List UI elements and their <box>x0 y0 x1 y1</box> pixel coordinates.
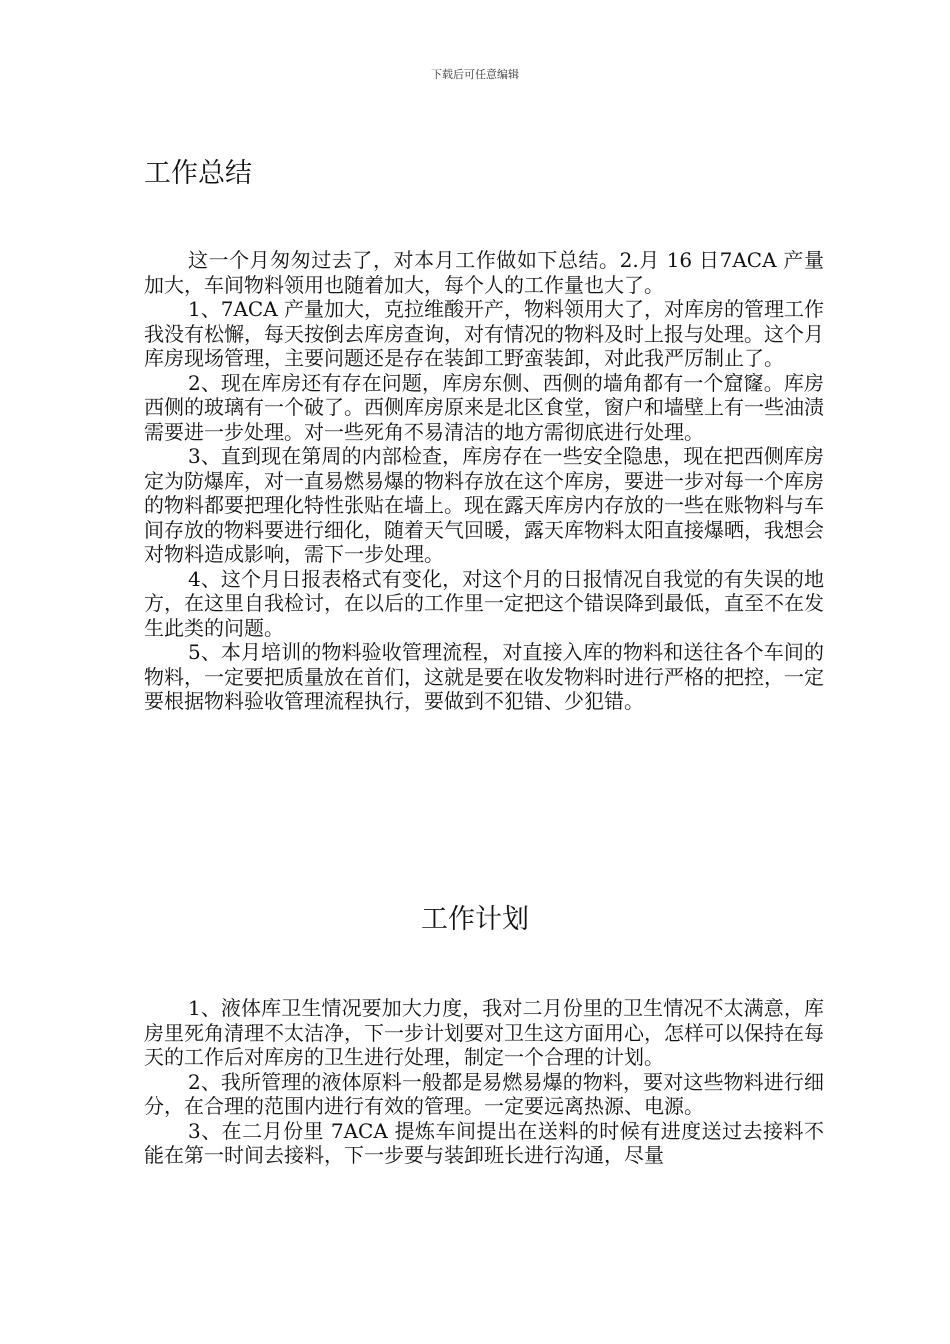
plan-paragraph-3: 3、在二月份里 7ACA 提炼车间提出在送料的时候有进度送过去接料不能在第一时间去接料，下一步要与装卸班长进行沟通，尽量 <box>144 1118 824 1167</box>
summary-paragraph-5: 5、本月培训的物料验收管理流程，对直接入库的物料和送往各个车间的物料，一定要把质量放在首们，这就是要在收发物料时进行严格的把控，一定要根据物料验收管理流程执行，要做到不犯错、少犯错。 <box>144 640 824 713</box>
summary-body <box>144 248 824 714</box>
plan-paragraph-2: 2、我所管理的液体原料一般都是易燃易爆的物料，要对这些物料进行细分，在合理的范围内进行有效的管理。一定要远离热源、电源。 <box>144 1069 824 1118</box>
summary-paragraph-1: 1、7ACA 产量加大，克拉维酸开产，物料领用大了，对库房的管理工作我没有松懈，每天按倒去库房查询，对有情况的物料及时上报与处理。这个月库房现场管理，主要问题还是存在装卸工野蛮装卸，对此我严厉制止了。 <box>144 297 824 370</box>
plan-paragraph-1: 1、液体库卫生情况要加大力度，我对二月份里的卫生情况不太满意，库房里死角清理不太洁净，下一步计划要对卫生这方面用心，怎样可以保持在每天的工作后对库房的卫生进行处理，制定一个合理的计划。 <box>144 996 824 1069</box>
page-header-note: 下载后可任意编辑 <box>431 68 519 81</box>
summary-paragraph-4: 4、这个月日报表格式有变化，对这个月的日报情况自我觉的有失误的地方，在这里自我检讨，在以后的工作里一定把这个错误降到最低，直至不在发生此类的问题。 <box>144 566 824 640</box>
summary-paragraph-3: 3、直到现在第周的内部检查，库房存在一些安全隐患，现在把西侧库房定为防爆库，对一直易燃易爆的物料存放在这个库房，要进一步对每一个库房的物料都要把理化特性张贴在墙上。现在露天库房内存放的一些在账物料与车间存放的物料要进行细化，随着天气回暖，露天库物料太阳直接爆晒，我想会对物料造成影响，需下一步处理。 <box>144 444 824 566</box>
plan-body <box>144 996 824 1168</box>
plan-title: 工作计划 <box>421 904 529 935</box>
summary-paragraph-intro: 这一个月匆匆过去了，对本月工作做如下总结。2.月 16 日7ACA 产量加大，车间物料领用也随着加大，每个人的工作量也大了。 <box>144 248 824 297</box>
summary-paragraph-2: 2、现在库房还有存在问题，库房东侧、西侧的墙角都有一个窟窿。库房西侧的玻璃有一个破了。西侧库房原来是北区食堂，窗户和墙壁上有一些油渍需要进一步处理。对一些死角不易清洁的地方需彻底进行处理。 <box>144 370 824 444</box>
summary-title: 工作总结 <box>144 158 252 189</box>
